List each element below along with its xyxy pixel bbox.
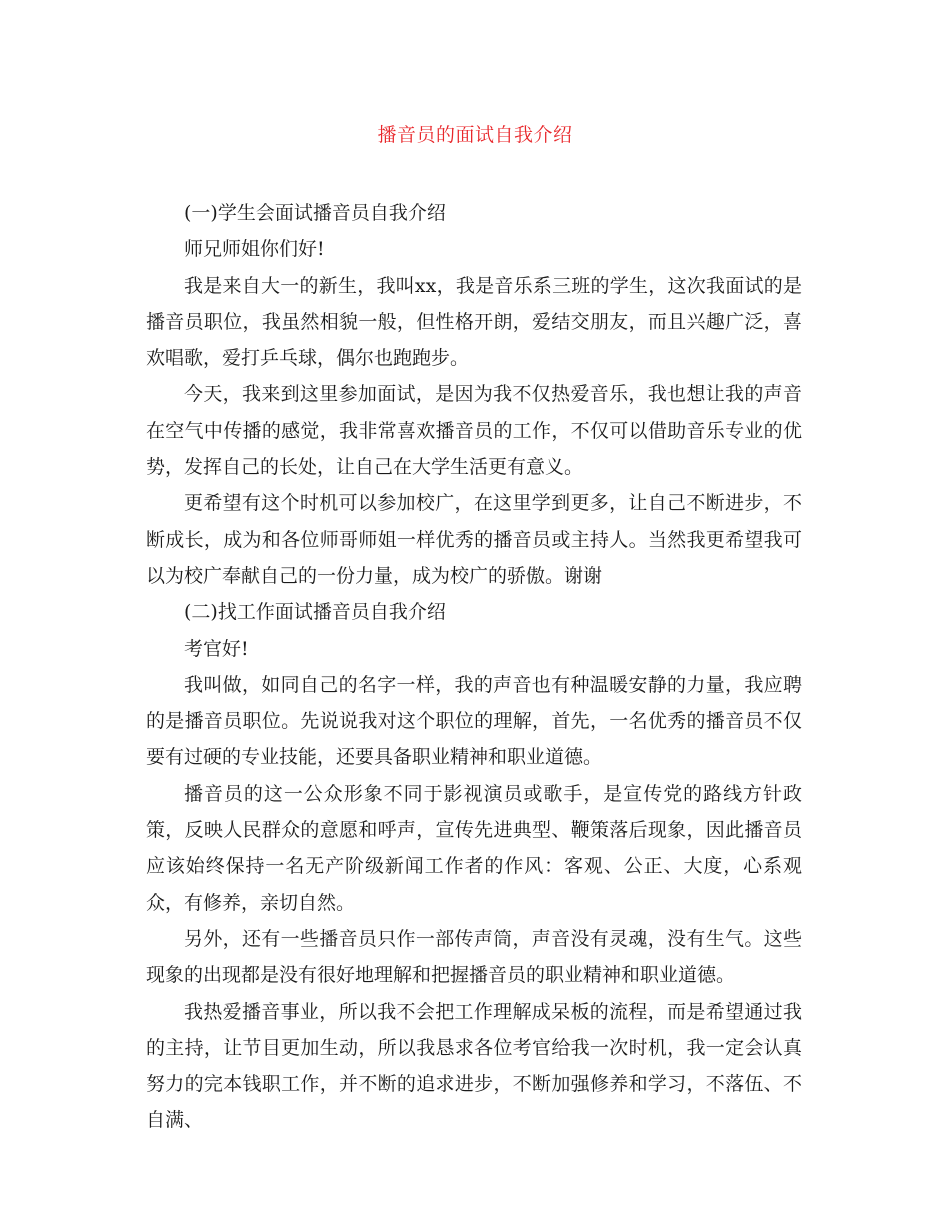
- paragraph-passion: 我热爱播音事业，所以我不会把工作理解成呆板的流程，而是希望通过我的主持，让节目更加生动，所以我恳求各位考官给我一次时机，我一定会认真努力的完本钱职工作，并不断的追求进步，不断加强修养和学习，不落伍、不自满、: [146, 1000, 802, 1132]
- paragraph-job-intro: 我叫做，如同自己的名字一样，我的声音也有种温暖安静的力量，我应聘的是播音员职位。先说说我对这个职位的理解，首先，一名优秀的播音员不仅要有过硬的专业技能，还要具备职业精神和职业道德。: [146, 673, 802, 769]
- document-body: [146, 195, 802, 1139]
- paragraph-intro-self: 我是来自大一的新生，我叫xx，我是音乐系三班的学生，这次我面试的是播音员职位，我虽然相貌一般，但性格开朗，爱结交朋友，而且兴趣广泛，喜欢唱歌，爱打乒乓球，偶尔也跑跑步。: [146, 274, 802, 370]
- greeting-examiners: 考官好!: [184, 637, 249, 660]
- paragraph-hope: 更希望有这个时机可以参加校广，在这里学到更多，让自己不断进步，不断成长，成为和各位师哥师姐一样优秀的播音员或主持人。当然我更希望我可以为校广奉献自己的一份力量，成为校广的骄傲。谢谢: [146, 492, 802, 587]
- document-title: 播音员的面试自我介绍: [377, 124, 573, 146]
- greeting-seniors: 师兄师姐你们好!: [184, 238, 325, 261]
- paragraph-public-image: 播音员的这一公众形象不同于影视演员或歌手，是宣传党的路线方针政策，反映人民群众的意愿和呼声，宣传先进典型、鞭策落后现象，因此播音员应该始终保持一名无产阶级新闻工作者的作风：客观、公正、大度，心系观众，有修养，亲切自然。: [146, 782, 802, 914]
- paragraph-reason: 今天，我来到这里参加面试，是因为我不仅热爱音乐，我也想让我的声音在空气中传播的感觉，我非常喜欢播音员的工作，不仅可以借助音乐专业的优势，发挥自己的长处，让自己在大学生活更有意义。: [146, 383, 802, 479]
- section-heading-job: (二)找工作面试播音员自我介绍: [184, 601, 446, 624]
- section-heading-student-union: (一)学生会面试播音员自我介绍: [184, 202, 446, 224]
- paragraph-other-announcers: 另外，还有一些播音员只作一部传声筒，声音没有灵魂，没有生气。这些现象的出现都是没有很好地理解和把握播音员的职业精神和职业道德。: [146, 927, 802, 987]
